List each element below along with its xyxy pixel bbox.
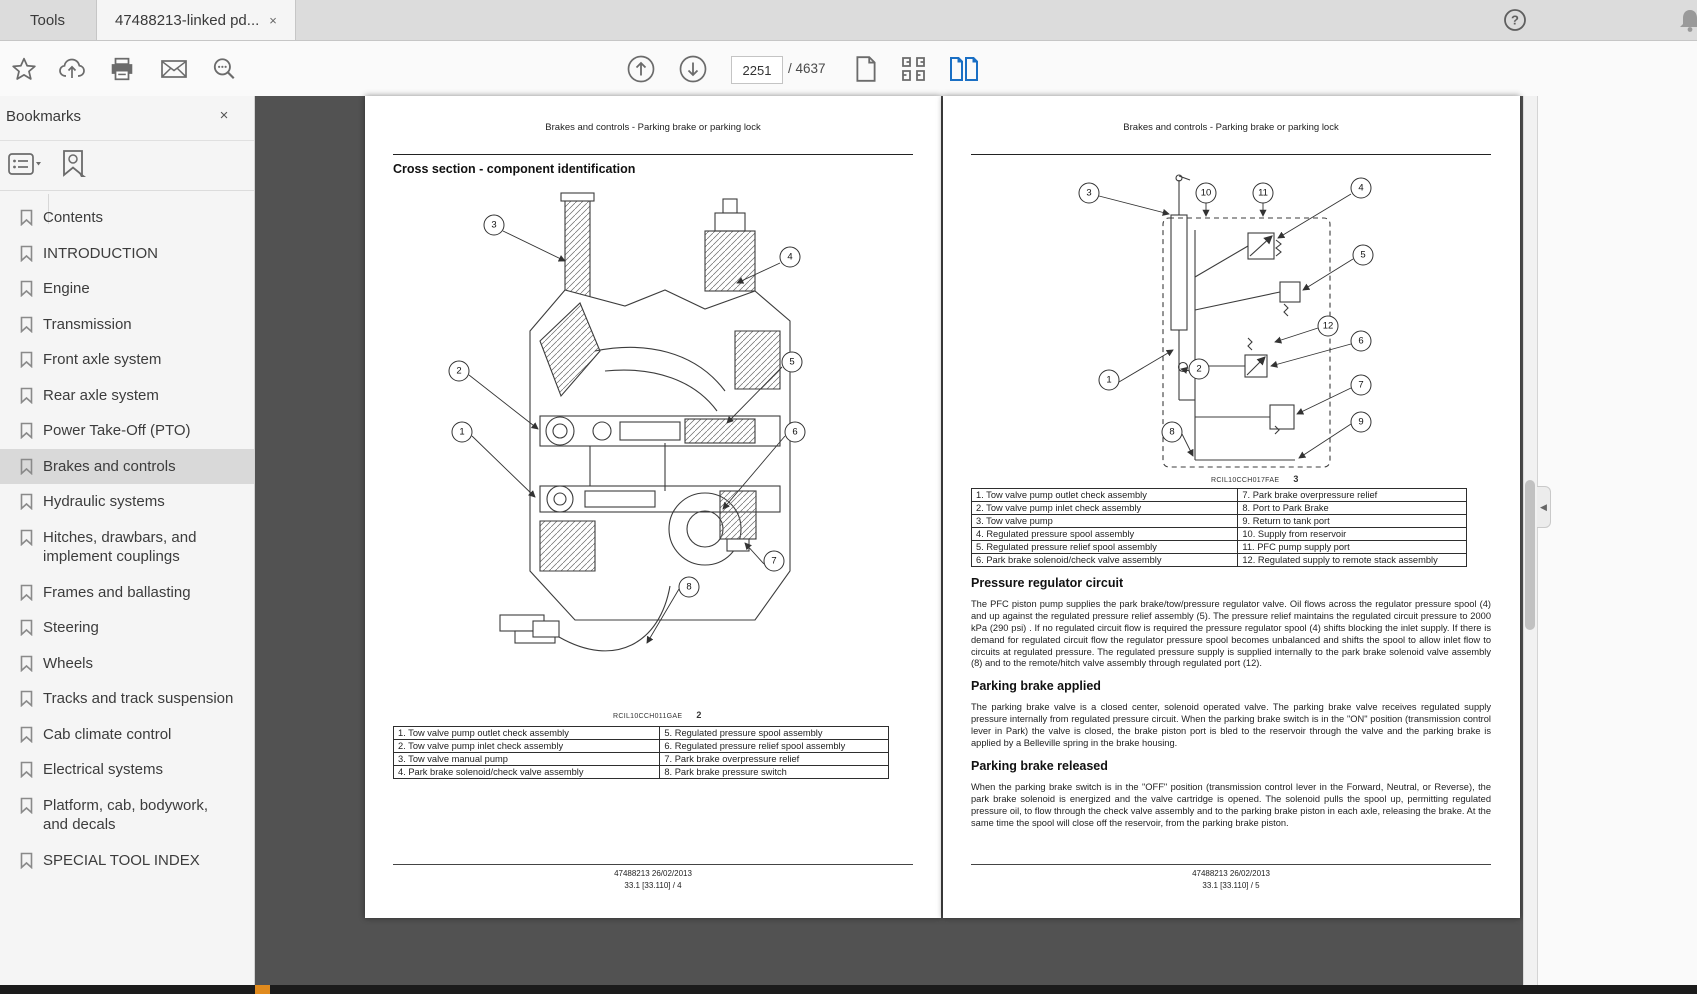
callout-10: 10 [1196, 183, 1217, 204]
bookmark-icon [20, 852, 33, 869]
bookmark-item-engine[interactable] [0, 271, 254, 307]
bookmark-icon [20, 655, 33, 672]
find-bookmark-icon[interactable] [60, 149, 88, 179]
bookmarks-list [0, 200, 254, 878]
previous-page-button[interactable] [625, 53, 657, 85]
callout-11: 11 [1253, 183, 1274, 204]
pdf-page-right [943, 96, 1520, 918]
running-header: Brakes and controls - Parking brake or parking lock [545, 122, 761, 133]
taskbar-highlight [255, 985, 270, 994]
next-page-button[interactable] [677, 53, 709, 85]
bookmark-item-platform[interactable] [0, 788, 254, 843]
bookmark-item-pto[interactable] [0, 413, 254, 449]
single-page-view-icon[interactable] [850, 53, 882, 85]
bookmark-icon [20, 726, 33, 743]
cloud-upload-icon[interactable] [56, 53, 88, 85]
section-title: Cross section - component identification [393, 162, 636, 176]
section-heading-brake-applied: Parking brake applied [971, 679, 1101, 693]
bookmarks-title: Bookmarks [6, 108, 82, 125]
bookmark-icon [20, 387, 33, 404]
bookmark-label: Cab climate control [43, 725, 172, 743]
bookmark-icon [20, 245, 33, 262]
footer-doc-id: 47488213 26/02/2013 [614, 869, 692, 878]
tab-tools[interactable] [12, 0, 83, 40]
bookmark-label: Power Take-Off (PTO) [43, 422, 191, 439]
bookmark-item-introduction[interactable] [0, 236, 254, 272]
bookmark-item-front-axle[interactable] [0, 342, 254, 378]
bookmark-item-transmission[interactable] [0, 307, 254, 343]
star-icon[interactable] [8, 53, 40, 85]
bookmark-item-wheels[interactable] [0, 646, 254, 682]
bookmarks-close-icon[interactable]: × [219, 107, 229, 124]
bookmark-item-steering[interactable] [0, 610, 254, 646]
section-heading-brake-released: Parking brake released [971, 759, 1108, 773]
page-number-input[interactable] [731, 56, 783, 84]
bookmarks-toolbar [0, 140, 254, 191]
bookmark-icon [20, 493, 33, 510]
bookmark-icon [20, 529, 33, 546]
bookmark-options-icon[interactable] [8, 152, 42, 176]
bookmark-icon [20, 761, 33, 778]
bookmark-item-hitches[interactable] [0, 520, 254, 575]
bookmark-label: Rear axle system [43, 386, 159, 404]
toolbar [0, 41, 1697, 97]
callout-1: 1 [1099, 370, 1120, 391]
bookmark-label: Platform, cab, bodywork, and decals [43, 796, 209, 833]
callout-7: 7 [764, 551, 785, 572]
cross-section-diagram [365, 191, 941, 661]
bookmark-item-brakes-and-controls[interactable] [0, 449, 254, 485]
tab-document[interactable] [96, 0, 296, 40]
svg-text:?: ? [1511, 12, 1519, 28]
callout-1: 1 [452, 422, 473, 443]
bookmark-label: INTRODUCTION [43, 244, 158, 262]
tab-document-label: 47488213-linked pd... [115, 11, 260, 29]
hydraulic-schematic-diagram [943, 170, 1520, 480]
tools-pane-expand-handle[interactable]: ◀ [1537, 486, 1551, 528]
email-icon[interactable] [158, 53, 190, 85]
page-footer [393, 864, 913, 892]
notification-bell-icon[interactable] [1677, 6, 1697, 34]
help-icon[interactable] [1503, 8, 1527, 32]
two-page-view-icon[interactable] [948, 53, 980, 85]
bookmark-label: Engine [43, 280, 90, 297]
tools-pane-collapsed [1537, 96, 1697, 985]
search-comments-icon[interactable] [208, 53, 240, 85]
running-header: Brakes and controls - Parking brake or parking lock [1123, 122, 1339, 133]
footer-page-ref: 33.1 [33.110] / 4 [624, 881, 682, 890]
page-total-label: / 4637 [788, 61, 826, 76]
bookmark-label: Brakes and controls [43, 457, 176, 475]
callout-5: 5 [1353, 245, 1374, 266]
callout-6: 6 [1351, 331, 1372, 352]
scrollbar-thumb[interactable] [1525, 480, 1535, 630]
callout-4: 4 [780, 247, 801, 268]
bookmark-label: Tracks and track suspension [43, 690, 234, 707]
bookmark-icon [20, 280, 33, 297]
callout-3: 3 [484, 215, 505, 236]
bookmark-label: Transmission [43, 315, 132, 333]
callout-4: 4 [1351, 178, 1372, 199]
bookmark-label: Wheels [43, 654, 94, 672]
bookmark-icon [20, 351, 33, 368]
page-footer [971, 864, 1491, 892]
section-text: The PFC piston pump supplies the park brake/tow/pressure regulator valve. Oil flows across the regulator pressure spool (4) and up against the regulated pressure relief assembly (5). The pressure relief maintains the regulated circuit pressure to 2000 kPa (290 psi) . If no regulated circuit flow is required the pressure regulator spool (4) shifts blocking the inlet supply. If there is demand for regulated circuit flow the regulator pressure spool becomes unbalanced and shifts the spool to allow inlet flow to circuits at regulated pressure. The regulated pressure supply is supplied internally to the park brake solenoid valve assembly (8) and to the remote/hitch valve assembly through regulated port (12). [971, 599, 1491, 669]
bookmark-icon [20, 584, 33, 601]
callout-8: 8 [679, 577, 700, 598]
tab-close-icon[interactable]: × [269, 12, 277, 28]
pdf-page-left [365, 96, 941, 918]
bookmark-label: Front axle system [43, 351, 162, 368]
organize-pages-icon[interactable] [898, 53, 930, 85]
bookmark-label: Frames and ballasting [43, 583, 191, 601]
callout-7: 7 [1351, 375, 1372, 396]
section-text: When the parking brake switch is in the "OFF" position (transmission control lever in the Forward, Neutral, or Reverse), the park brake solenoid is energized and the valve cartridge is opened. The solenoid pulls the spool up, permitting regulated pressure oil, to flow through the check valve assembly and to the parking brake piston in each axle, releasing the brake. At the same time the spool will close off the reservoir, from the parking brake piston. [971, 782, 1491, 828]
callout-3: 3 [1079, 183, 1100, 204]
bookmark-icon [20, 690, 33, 707]
figure-caption: RCIL10CCH017FAE 3 [1211, 474, 1299, 484]
header-rule [393, 154, 913, 155]
component-table: 1. Tow valve pump outlet check assembly 7. Park brake overpressure relief 2. Tow valve pump inlet check assembly 8. Port to Park Brake 3. Tow valve pump 9. Return to tank port 4. Regulated pressure spool assembly 10. Supply from reservoir 5. Regulated pressure relief spool assembly 11. PFC pump supply port 6. Park brake solenoid/check valve assembly 12. Regulated supply to remote stack assembly [971, 488, 1467, 567]
title-bar [0, 0, 1697, 41]
tab-tools-label: Tools [30, 11, 66, 29]
bookmark-icon [20, 619, 33, 636]
bookmark-item-special-tool-index[interactable] [0, 843, 254, 879]
bookmark-item-tracks[interactable] [0, 681, 254, 717]
footer-page-ref: 33.1 [33.110] / 5 [1202, 881, 1260, 890]
callout-12: 12 [1318, 316, 1339, 337]
bookmark-item-cab-climate[interactable] [0, 717, 254, 753]
bookmark-label: Steering [43, 619, 99, 636]
callout-9: 9 [1351, 412, 1372, 433]
bookmark-icon [20, 316, 33, 333]
section-text: The parking brake valve is a closed center, solenoid operated valve. The parking brake valve receives regulated supply pressure internally from regulated pressure circuit. When the parking brake switch is in the "ON" position (transmission control lever in Park) the valve is closed, the brake piston port is bled to the reservoir through the valve and the parking brake is applied by a Belleville spring in the brake housing. [971, 702, 1491, 748]
bookmarks-panel [0, 96, 255, 985]
bookmark-item-frames[interactable] [0, 575, 254, 611]
bookmark-item-contents[interactable] [0, 200, 254, 236]
bookmarks-header [0, 96, 254, 141]
bookmark-item-rear-axle[interactable] [0, 378, 254, 414]
bookmark-label: SPECIAL TOOL INDEX [43, 851, 200, 869]
bookmark-item-electrical[interactable] [0, 752, 254, 788]
bookmark-icon [20, 209, 33, 226]
figure-caption: RCIL10CCH011GAE 2 [613, 710, 702, 720]
bookmark-icon [20, 422, 33, 439]
callout-2: 2 [1189, 359, 1210, 380]
bookmark-icon [20, 458, 33, 475]
callout-6: 6 [785, 422, 806, 443]
bookmark-label: Hitches, drawbars, and implement couplings [43, 528, 197, 565]
component-table: 1. Tow valve pump outlet check assembly 5. Regulated pressure spool assembly 2. Tow valve pump inlet check assembly 6. Regulated pressure relief spool assembly 3. Tow valve manual pump 7. Park brake overpressure relief 4. Park brake solenoid/check valve assembly 8. Park brake pressure switch [393, 726, 889, 779]
bookmark-label: Contents [43, 209, 104, 226]
bookmark-label: Hydraulic systems [43, 493, 165, 510]
bookmark-item-hydraulic[interactable] [0, 484, 254, 520]
callout-8: 8 [1162, 422, 1183, 443]
header-rule [971, 154, 1491, 155]
print-icon[interactable] [106, 53, 138, 85]
bookmark-label: Electrical systems [43, 761, 164, 778]
section-heading-pressure-regulator: Pressure regulator circuit [971, 576, 1124, 590]
callout-2: 2 [449, 361, 470, 382]
callout-5: 5 [782, 352, 803, 373]
footer-doc-id: 47488213 26/02/2013 [1192, 869, 1270, 878]
bookmark-icon [20, 797, 33, 814]
